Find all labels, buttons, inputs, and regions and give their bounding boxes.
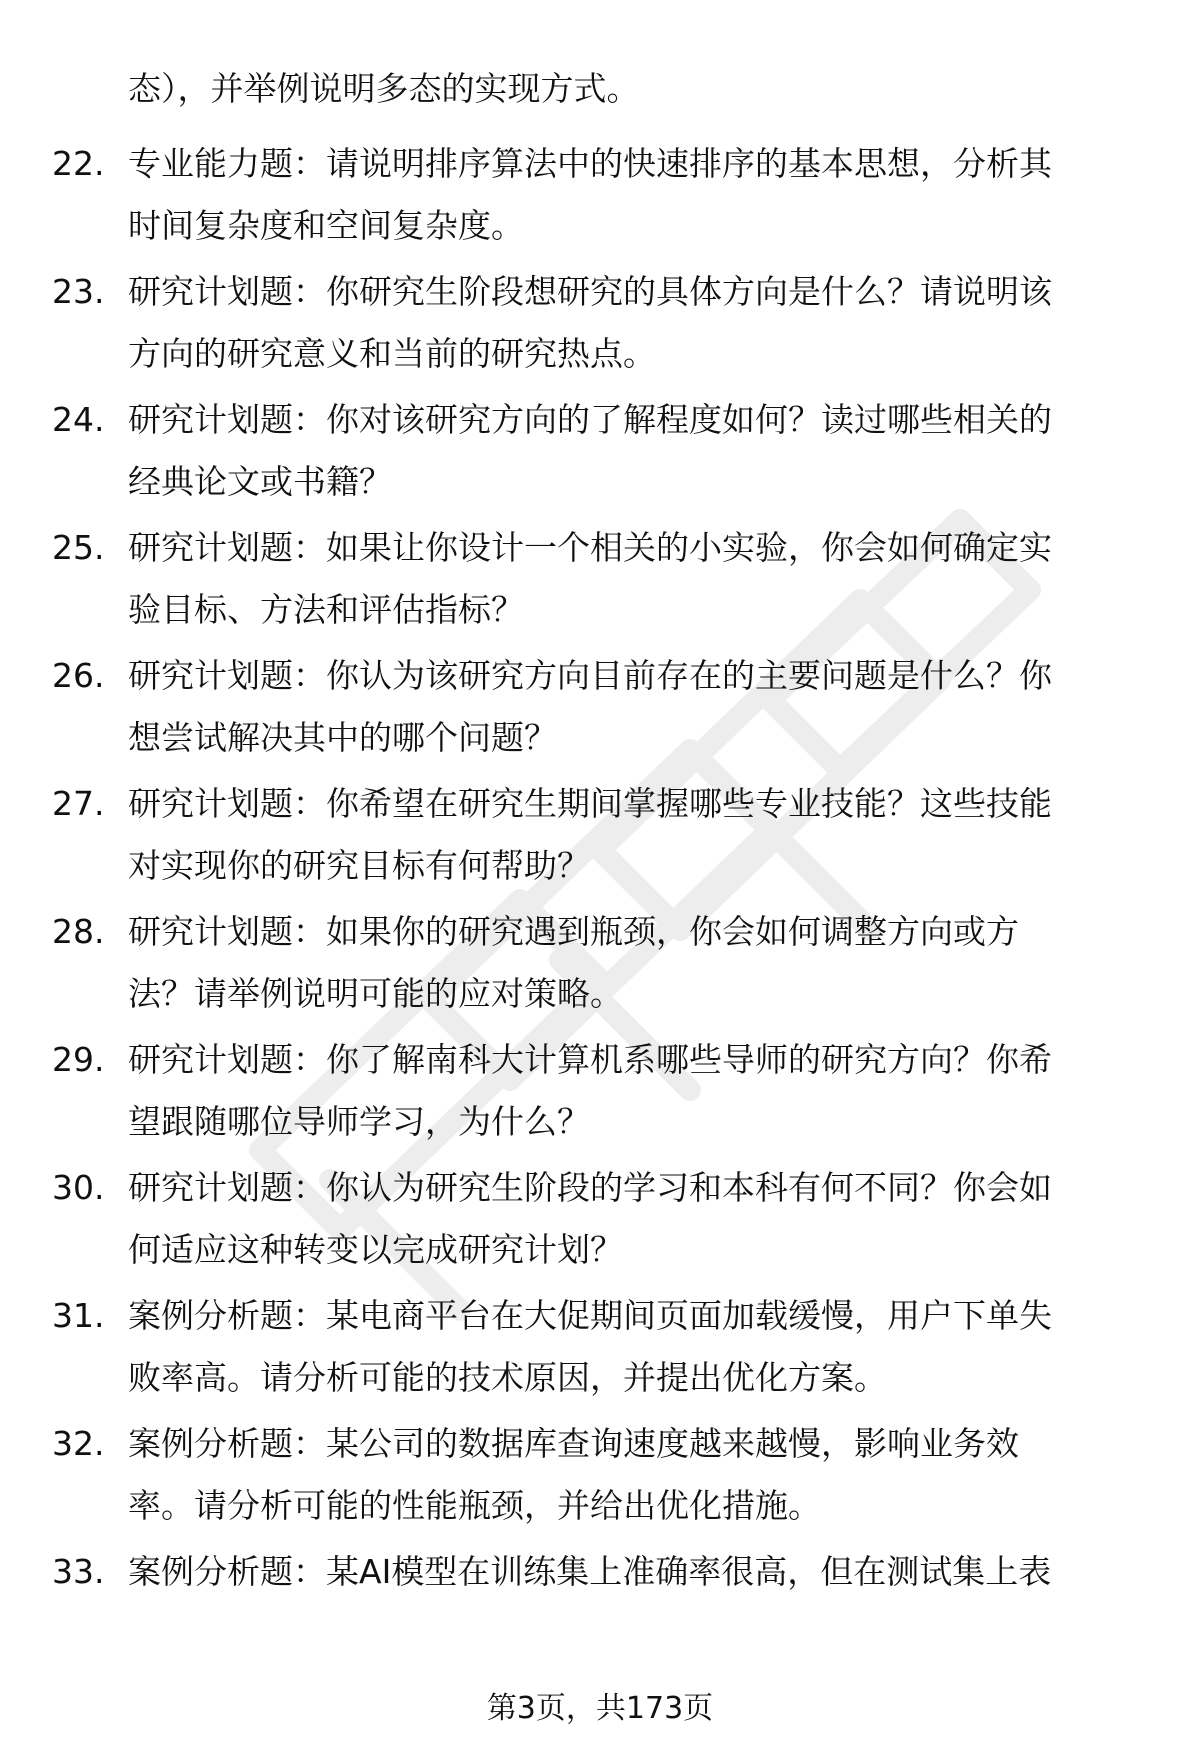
question-number: 24. xyxy=(52,400,105,439)
question-text xyxy=(128,901,1148,1025)
list-item xyxy=(0,133,1200,261)
list-item xyxy=(0,261,1200,389)
question-text xyxy=(128,261,1148,385)
question-line: 想尝试解决其中的哪个问题？ xyxy=(128,718,557,757)
list-item xyxy=(0,517,1200,645)
question-line: 方向的研究意义和当前的研究热点。 xyxy=(128,334,656,373)
list-item xyxy=(0,1541,1200,1669)
question-text xyxy=(128,1157,1148,1281)
question-text xyxy=(128,645,1148,769)
question-line: 法？请举例说明可能的应对策略。 xyxy=(128,974,623,1013)
question-line: 案例分析题：某电商平台在大促期间页面加载缓慢，用户下单失 xyxy=(128,1296,1052,1335)
question-text xyxy=(128,517,1148,641)
continuation-line: 态），并举例说明多态的实现方式。 xyxy=(128,69,640,108)
question-line: 败率高。请分析可能的技术原因，并提出优化方案。 xyxy=(128,1358,887,1397)
list-item xyxy=(0,1413,1200,1541)
question-line: 研究计划题：如果让你设计一个相关的小实验，你会如何确定实 xyxy=(128,528,1052,567)
question-line: 望跟随哪位导师学习，为什么？ xyxy=(128,1102,590,1141)
question-text xyxy=(128,1541,1148,1603)
question-number: 22. xyxy=(52,144,105,183)
question-number: 31. xyxy=(52,1296,105,1335)
list-item xyxy=(0,773,1200,901)
question-line: 经典论文或书籍？ xyxy=(128,462,392,501)
question-line: 案例分析题：某公司的数据库查询速度越来越慢，影响业务效 xyxy=(128,1424,1019,1463)
question-number: 28. xyxy=(52,912,105,951)
question-line: 时间复杂度和空间复杂度。 xyxy=(128,206,524,245)
list-item xyxy=(0,1285,1200,1413)
list-item xyxy=(0,1029,1200,1157)
question-number: 23. xyxy=(52,272,105,311)
page-footer: 第3页，共173页 xyxy=(486,1691,714,1726)
question-line: 研究计划题：你对该研究方向的了解程度如何？读过哪些相关的 xyxy=(128,400,1052,439)
question-line: 研究计划题：你了解南科大计算机系哪些导师的研究方向？你希 xyxy=(128,1040,1052,1079)
question-number: 30. xyxy=(52,1168,105,1207)
question-text xyxy=(128,1029,1148,1153)
question-number: 32. xyxy=(52,1424,105,1463)
question-number: 26. xyxy=(52,656,105,695)
list-item xyxy=(0,1157,1200,1285)
question-line: 研究计划题：如果你的研究遇到瓶颈，你会如何调整方向或方 xyxy=(128,912,1019,951)
question-text xyxy=(128,389,1148,513)
question-number: 29. xyxy=(52,1040,105,1079)
question-text xyxy=(128,133,1148,257)
question-list xyxy=(0,133,1200,1669)
question-text xyxy=(128,1413,1148,1537)
question-text xyxy=(128,1285,1148,1409)
question-line: 对实现你的研究目标有何帮助？ xyxy=(128,846,590,885)
question-line: 研究计划题：你研究生阶段想研究的具体方向是什么？请说明该 xyxy=(128,272,1052,311)
question-line: 案例分析题：某AI模型在训练集上准确率很高，但在测试集上表 xyxy=(128,1552,1052,1591)
question-number: 27. xyxy=(52,784,105,823)
question-line: 研究计划题：你认为该研究方向目前存在的主要问题是什么？你 xyxy=(128,656,1052,695)
question-line: 专业能力题：请说明排序算法中的快速排序的基本思想，分析其 xyxy=(128,144,1052,183)
question-number: 25. xyxy=(52,528,105,567)
list-item xyxy=(0,901,1200,1029)
question-number: 33. xyxy=(52,1552,105,1591)
question-line: 率。请分析可能的性能瓶颈，并给出优化措施。 xyxy=(128,1486,821,1525)
question-line: 验目标、方法和评估指标？ xyxy=(128,590,524,629)
question-line: 何适应这种转变以完成研究计划？ xyxy=(128,1230,623,1269)
question-line: 研究计划题：你认为研究生阶段的学习和本科有何不同？你会如 xyxy=(128,1168,1052,1207)
list-item xyxy=(0,645,1200,773)
question-line: 研究计划题：你希望在研究生期间掌握哪些专业技能？这些技能 xyxy=(128,784,1052,823)
question-text xyxy=(128,773,1148,897)
list-item xyxy=(0,389,1200,517)
